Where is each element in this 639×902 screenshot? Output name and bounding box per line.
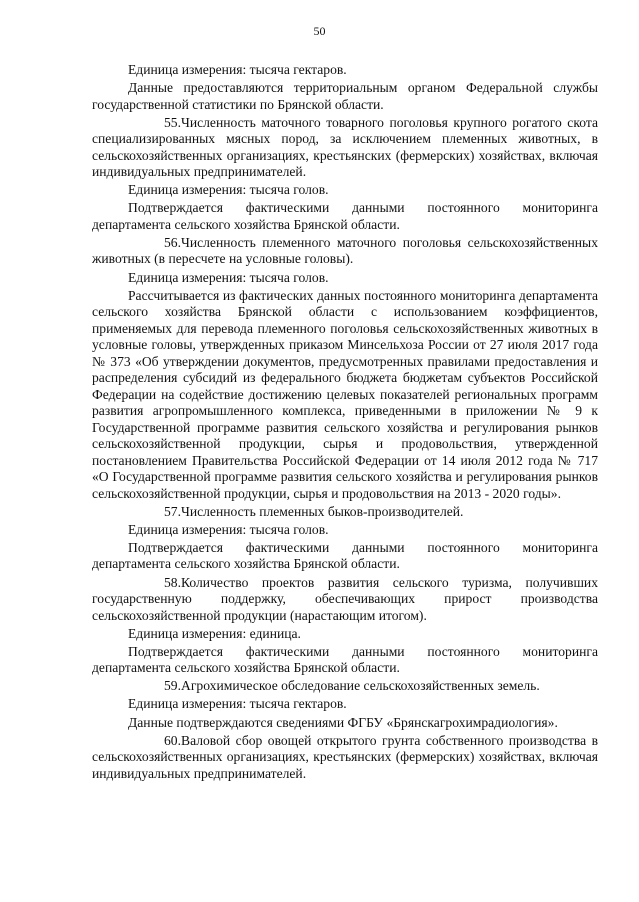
paragraph-monitoring-confirmation	[92, 540, 598, 573]
indicator-text: Численность маточного товарного поголовья крупного рогатого скота специализированных мясных пород, за исключением племенных животных, в сельскохозяйственных организациях, крестьянских (фермерских) хозяйствах, включая индивидуальных предпринимателей.	[92, 114, 598, 180]
paragraph-text: Подтверждается фактическими данными постоянного мониторинга департамента сельского хозяйства Брянской области.	[92, 539, 598, 572]
indicator-57	[92, 504, 598, 521]
indicator-text: Агрохимическое обследование сельскохозяйственных земель.	[181, 678, 540, 694]
paragraph-unit-thousand-heads	[92, 522, 598, 539]
page-number: 50	[313, 24, 326, 38]
indicator-number: 60.	[164, 732, 181, 748]
paragraph-monitoring-confirmation	[92, 644, 598, 677]
paragraph-text: Единица измерения: тысяча голов.	[128, 269, 329, 285]
paragraph-text: Подтверждается фактическими данными постоянного мониторинга департамента сельского хозяйства Брянской области.	[92, 200, 598, 232]
indicator-58	[92, 575, 598, 625]
paragraph-unit-thousand-hectares	[92, 62, 598, 79]
indicator-number: 59.	[164, 678, 181, 694]
indicator-number: 56.	[164, 234, 181, 250]
paragraph-text: Единица измерения: тысяча голов.	[128, 182, 329, 198]
document-body	[92, 62, 598, 782]
indicator-59	[92, 678, 598, 695]
indicator-text: Численность племенных быков-производителей.	[181, 503, 464, 519]
indicator-56	[92, 235, 598, 268]
paragraph-fgbu-source	[92, 715, 598, 732]
indicator-number: 58.	[164, 574, 181, 590]
paragraph-text: Единица измерения: единица.	[128, 625, 301, 641]
paragraph-unit-one	[92, 626, 598, 643]
indicator-text: Количество проектов развития сельского туризма, получивших государственную поддержку, обеспечивающих прирост производства сельскохозяйственной продукции (нарастающим итогом).	[92, 574, 598, 623]
indicator-number: 57.	[164, 503, 181, 519]
indicator-text: Численность племенного маточного поголовья сельскохозяйственных животных (в пересчете на условные головы).	[92, 234, 598, 267]
paragraph-text: Подтверждается фактическими данными постоянного мониторинга департамента сельского хозяйства Брянской области.	[92, 643, 598, 676]
paragraph-text: Данные подтверждаются сведениями ФГБУ «Брянскагрохимрадиология».	[128, 714, 558, 730]
paragraph-calculation-method	[92, 288, 598, 503]
paragraph-unit-thousand-heads	[92, 270, 598, 287]
paragraph-text: Единица измерения: тысяча гектаров.	[128, 696, 347, 712]
paragraph-text: Данные предоставляются территориальным органом Федеральной службы государственной статистики по Брянской области.	[92, 80, 598, 112]
paragraph-unit-thousand-heads	[92, 182, 598, 199]
paragraph-text: Рассчитывается из фактических данных постоянного мониторинга департамента сельского хозяйства Брянской области с использованием коэффициентов, применяемых для перевода племенного поголовья сельскохозяйственных животных в условные головы, утвержденных приказом Минсельхоза России от 27 июля 2017 года № 373 «Об утверждении документов, предусмотренных правилами предоставления и распределения субсидий из федерального бюджета бюджетам субъектов Российской Федерации на содействие достижению целевых показателей региональных программ развития агропромышленного комплекса, приведенными в приложении № 9 к Государственной программе развития сельского хозяйства и регулирования рынков сельскохозяйственной продукции, сырья и продовольствия, утвержденной постановлением Правительства Российской Федерации от 14 июля 2012 года № 717 «О Государственной программе развития сельского хозяйства и регулирования рынков сельскохозяйственной продукции, сырья и продовольствия на 2013 - 2020 годы».	[92, 287, 598, 501]
paragraph-text: Единица измерения: тысяча голов.	[128, 521, 329, 537]
paragraph-monitoring-confirmation	[92, 200, 598, 233]
indicator-number: 55.	[164, 114, 181, 130]
indicator-60	[92, 733, 598, 783]
indicator-text: Валовой сбор овощей открытого грунта собственного производства в сельскохозяйственных организациях, крестьянских (фермерских) хозяйствах, включая индивидуальных предпринимателей.	[92, 732, 598, 781]
paragraph-unit-thousand-hectares	[92, 696, 598, 713]
paragraph-text: Единица измерения: тысяча гектаров.	[128, 62, 347, 77]
paragraph-rosstat-source	[92, 80, 598, 113]
indicator-55	[92, 115, 598, 181]
